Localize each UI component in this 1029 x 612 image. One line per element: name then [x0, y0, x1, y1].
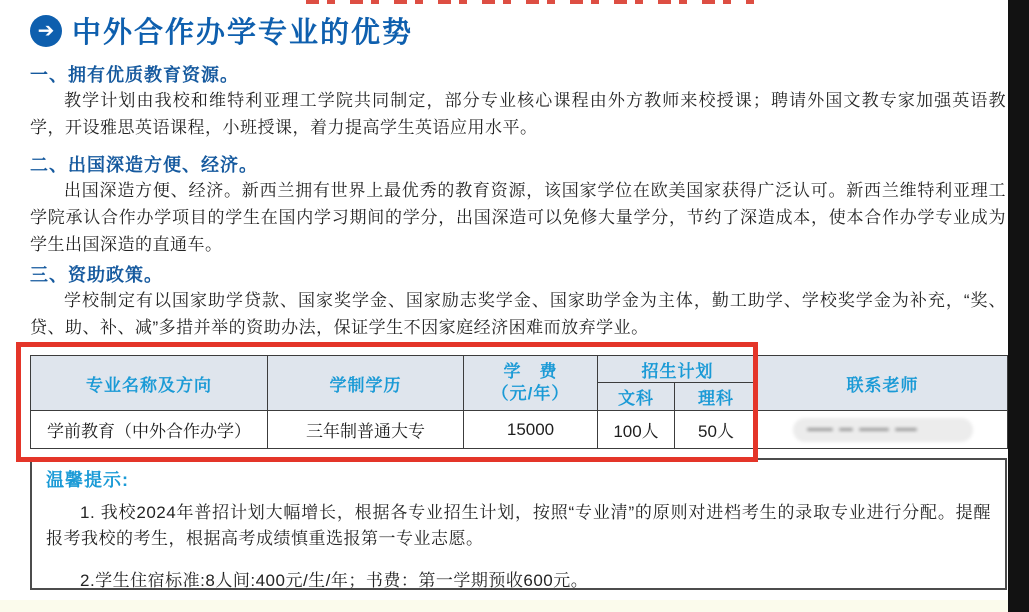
col-header-schooling: 学制学历 [268, 356, 464, 411]
cell-major: 学前教育（中外合作办学） [31, 411, 268, 449]
enrollment-table [30, 355, 1008, 449]
section-2-body: 出国深造方便、经济。新西兰拥有世界上最优秀的教育资源，该国家学位在欧美国家获得广泛认可。新西兰维特利亚理工学院承认合作办学项目的学生在国内学习期间的学分，出国深造可以免修大量学分，节约了深造成本，使本合作办学专业成为学生出国深造的直通车。 [30, 181, 1006, 254]
col-header-liberal-arts: 文科 [598, 383, 675, 411]
col-header-enrollment-plan: 招生计划 [598, 356, 758, 383]
cropped-red-text-fragments [306, 0, 754, 4]
page-title-row [30, 10, 413, 51]
tips-box [30, 458, 1007, 590]
section-3-heading: 三、资助政策。 [30, 265, 163, 285]
tips-title: 温馨提示: [46, 470, 129, 490]
col-header-major: 专业名称及方向 [31, 356, 268, 411]
tuition-header-line2: （元/年） [491, 384, 570, 403]
cell-science: 50人 [675, 411, 758, 449]
page-title: 中外合作办学专业的优势 [72, 17, 414, 49]
tip-item-2: 2.学生住宿标准:8人间:400元/生/年；书费：第一学期预收600元。 [80, 571, 589, 590]
tip-item-1: 1. 我校2024年普招计划大幅增长，根据各专业招生计划，按照“专业清”的原则对进档考生的录取专业进行分配。提醒报考我校的考生，根据高考成绩慎重选报第一专业志愿。 [46, 503, 991, 548]
section-3-body: 学校制定有以国家助学贷款、国家奖学金、国家励志奖学金、国家助学金为主体，勤工助学、学校奖学金为补充，“奖、贷、助、补、减”多措并举的资助办法，保证学生不因家庭经济困难而放弃学业。 [30, 291, 1006, 337]
cell-tuition: 15000 [464, 411, 598, 449]
right-edge-dark-strip [1008, 0, 1029, 612]
cell-schooling: 三年制普通大专 [268, 411, 464, 449]
cell-liberal-arts: 100人 [598, 411, 675, 449]
redacted-contact-blur [758, 411, 1007, 448]
section-2-heading: 二、出国深造方便、经济。 [30, 155, 258, 175]
arrow-circle-icon: ➔ [30, 15, 62, 47]
col-header-contact: 联系老师 [758, 356, 1008, 411]
cell-contact-redacted [758, 411, 1008, 449]
tuition-header-line1: 学 费 [503, 361, 558, 381]
section-1-body: 教学计划由我校和维特利亚理工学院共同制定，部分专业核心课程由外方教师来校授课；聘请外国文教专家加强英语教学，开设雅思英语课程，小班授课，着力提高学生英语应用水平。 [30, 91, 1006, 137]
col-header-tuition [464, 356, 598, 411]
bottom-cream-strip [0, 600, 1008, 612]
section-1-heading: 一、拥有优质教育资源。 [30, 65, 239, 85]
col-header-science: 理科 [675, 383, 758, 411]
table-row [31, 411, 1008, 449]
